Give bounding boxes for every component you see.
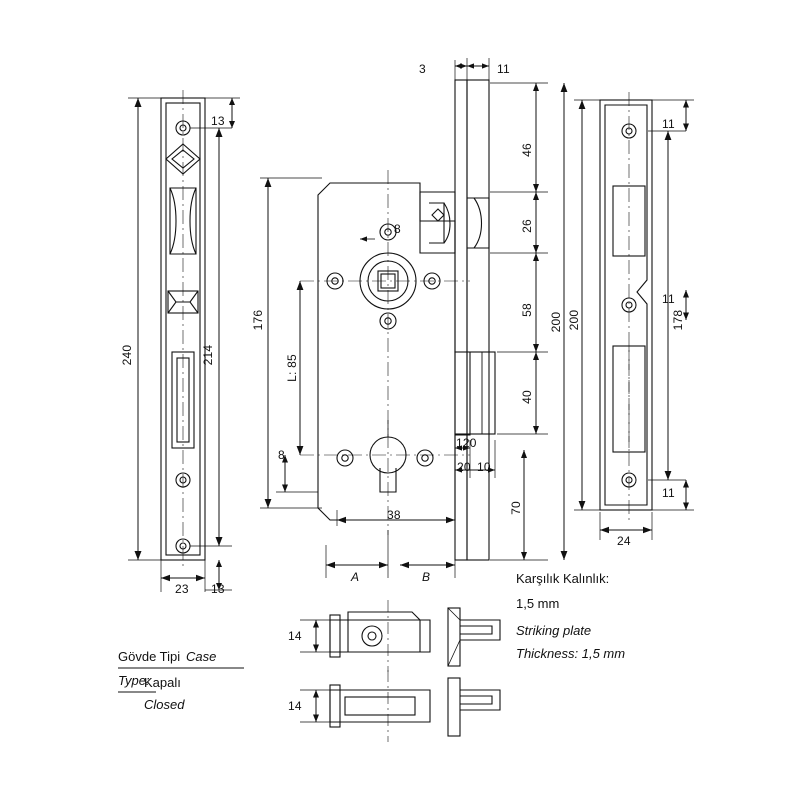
- caption-case-type-en2: Type:: [118, 673, 150, 688]
- faceplate-front: [467, 80, 489, 560]
- dim-bolt-throw-10: 120: [456, 436, 477, 450]
- dim-front-plate-inner-214: 214: [201, 344, 215, 366]
- dim-front-plate-overall-240: 240: [120, 344, 134, 366]
- dim-case-total-200: 200: [549, 311, 563, 333]
- dim-bolt-detail-20: 10: [477, 460, 491, 474]
- faceplate: [455, 80, 467, 560]
- dim-strike-top-11: 11: [662, 117, 675, 131]
- dim-strike-bottom-11: 11: [662, 486, 675, 500]
- dim-case-lower-8: 8: [278, 448, 285, 462]
- dim-faceplate-width-11: 11: [497, 62, 510, 76]
- caption-strike-thickness-tr: Karşılık Kalınlık:: [516, 571, 610, 586]
- dim-plate-thickness-3: 3: [419, 62, 426, 76]
- dim-latch-top-46: 46: [520, 143, 534, 157]
- dim-strike-width-24: 24: [617, 534, 631, 548]
- dim-middle-58: 58: [520, 303, 534, 317]
- caption-case-state-tr: Kapalı: [144, 675, 181, 690]
- caption-case-state-en: Closed: [144, 697, 185, 712]
- caption-strike-plate-en: Striking plate: [516, 623, 592, 638]
- dim-case-height-176: 176: [251, 309, 265, 331]
- dim-section-upper-14: 14: [288, 629, 302, 643]
- dim-bolt-block-40: 40: [520, 390, 534, 404]
- caption-strike-thickness-en: Thickness: 1,5 mm: [516, 646, 626, 661]
- dim-spindle-8: 8: [394, 222, 401, 236]
- dim-case-depth-38: 38: [387, 508, 401, 522]
- dim-front-plate-width-23: 23: [175, 582, 189, 596]
- dim-strike-overall-200: 200: [567, 309, 581, 331]
- dim-backset-L85: L: 85: [285, 354, 299, 382]
- dim-bolt-detail-120: 20: [457, 460, 471, 474]
- dim-section-lower-14: 14: [288, 699, 302, 713]
- dim-latch-block-26: 26: [520, 219, 534, 233]
- caption-case-type-en: Case: [186, 649, 217, 664]
- caption-strike-thickness-value: 1,5 mm: [516, 596, 560, 611]
- dim-front-plate-top-13: 13: [211, 114, 225, 128]
- section-label-a: A: [351, 570, 360, 584]
- caption-case-type-tr: Gövde Tipi: [118, 649, 181, 664]
- dim-strike-inner-178: 178: [671, 309, 685, 331]
- dim-front-plate-bottom-13: 13: [211, 582, 225, 596]
- dim-strike-mid-11: 11: [662, 292, 675, 306]
- section-label-b: B: [422, 570, 431, 584]
- dim-bolt-bottom-70: 70: [509, 501, 523, 515]
